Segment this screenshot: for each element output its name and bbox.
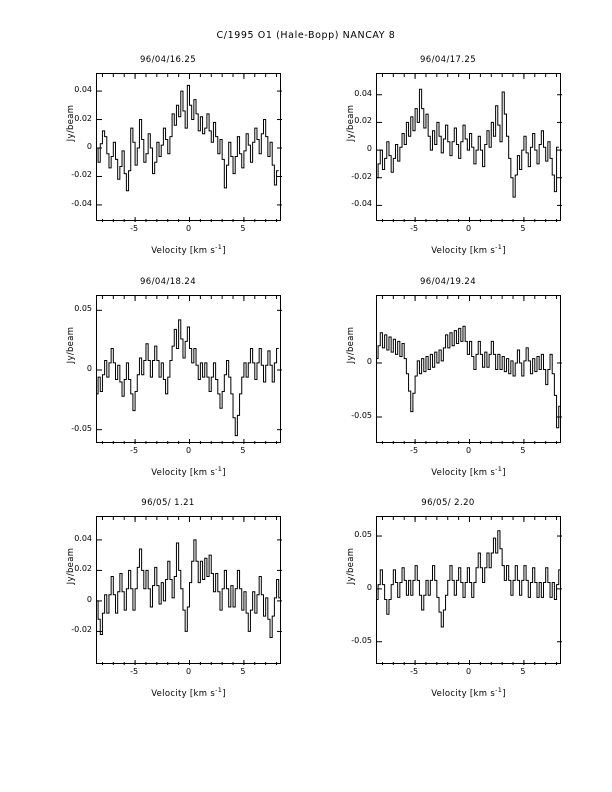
x-axis-label: Velocity [km $s^{-1}$]	[151, 465, 226, 478]
y-tick-label: -0.02	[351, 171, 372, 181]
x-axis-label: Velocity [km $s^{-1}$]	[431, 686, 506, 699]
x-tick-label: 5	[240, 224, 246, 233]
x-tick-label: -5	[130, 224, 139, 233]
x-tick-label: 0	[185, 667, 192, 676]
y-tick-label: 0.05	[354, 530, 372, 540]
x-tick-label: 5	[520, 446, 526, 455]
y-axis-label: Jy/beam	[66, 326, 76, 364]
chart-panel-1	[318, 55, 578, 270]
spectrum-trace	[377, 326, 561, 428]
y-axis-label: Jy/beam	[346, 547, 356, 585]
x-tick-label: 0	[185, 446, 192, 455]
x-axis-label: Velocity [km $s^{-1}$]	[151, 243, 226, 256]
plot-area-1	[376, 73, 561, 221]
chart-panel-2	[38, 277, 298, 492]
x-tick-label: 0	[185, 224, 192, 233]
x-tick-label: 0	[465, 446, 472, 455]
chart-title: 96/04/19.24	[419, 277, 477, 287]
x-axis-label: Velocity [km $s^{-1}$]	[431, 243, 506, 256]
spectrum-trace	[377, 531, 561, 627]
x-tick-label: -5	[130, 446, 139, 455]
spectrum-svg	[97, 74, 282, 222]
y-tick-label: 0	[366, 582, 372, 592]
spectrum-trace	[97, 85, 279, 190]
y-tick-label: -0.05	[71, 423, 92, 433]
page-title: C/1995 O1 (Hale-Bopp) NANCAY 8	[216, 30, 396, 41]
plot-area-4	[96, 516, 281, 664]
spectrum-svg	[377, 517, 562, 665]
x-tick-label: 5	[520, 224, 526, 233]
plot-area-0	[96, 73, 281, 221]
y-tick-label: 0	[366, 356, 372, 366]
chart-title: 96/05/ 1.21	[141, 498, 195, 508]
plot-area-2	[96, 295, 281, 443]
spectrum-svg	[97, 296, 282, 444]
y-tick-label: 0.04	[74, 533, 92, 543]
y-tick-label: 0	[86, 594, 92, 604]
spectrum-trace	[97, 320, 279, 436]
y-tick-label: 0.05	[74, 304, 92, 314]
x-tick-label: -5	[410, 667, 419, 676]
y-tick-label: 0.02	[354, 116, 372, 126]
y-tick-label: -0.04	[71, 198, 92, 208]
y-tick-label: 0.04	[354, 88, 372, 98]
spectrum-svg	[97, 517, 282, 665]
spectrum-svg	[377, 74, 562, 222]
spectrum-svg	[377, 296, 562, 444]
x-tick-label: -5	[130, 667, 139, 676]
x-tick-label: 5	[240, 446, 246, 455]
x-tick-label: -5	[410, 224, 419, 233]
x-axis-label: Velocity [km $s^{-1}$]	[431, 465, 506, 478]
plot-area-5	[376, 516, 561, 664]
plot-area-3	[376, 295, 561, 443]
y-tick-label: 0.04	[74, 85, 92, 95]
spectrum-trace	[97, 540, 281, 638]
y-axis-label: Jy/beam	[66, 104, 76, 142]
chart-panel-4	[38, 498, 298, 713]
spectrum-trace	[377, 89, 559, 197]
y-tick-label: -0.05	[351, 410, 372, 420]
x-axis-label: Velocity [km $s^{-1}$]	[151, 686, 226, 699]
y-axis-label: Jy/beam	[66, 547, 76, 585]
x-tick-label: 0	[465, 667, 472, 676]
chart-panel-3	[318, 277, 578, 492]
chart-title: 96/05/ 2.20	[421, 498, 475, 508]
y-axis-label: Jy/beam	[346, 326, 356, 364]
y-axis-label: Jy/beam	[346, 104, 356, 142]
chart-panel-5	[318, 498, 578, 713]
chart-title: 96/04/16.25	[139, 55, 197, 65]
y-tick-label: -0.02	[71, 170, 92, 180]
chart-title: 96/04/18.24	[139, 277, 197, 287]
y-tick-label: 0.02	[74, 113, 92, 123]
y-tick-label: 0.02	[74, 564, 92, 574]
x-tick-label: -5	[410, 446, 419, 455]
chart-title: 96/04/17.25	[419, 55, 477, 65]
y-tick-label: -0.04	[351, 199, 372, 209]
y-tick-label: -0.02	[71, 625, 92, 635]
x-tick-label: 5	[240, 667, 246, 676]
y-tick-label: 0	[86, 364, 92, 373]
y-tick-label: 0	[86, 142, 92, 151]
y-tick-label: -0.05	[351, 635, 372, 645]
x-tick-label: 0	[465, 224, 472, 233]
x-tick-label: 5	[520, 667, 526, 676]
y-tick-label: 0	[366, 144, 372, 154]
chart-panel-0	[38, 55, 298, 270]
